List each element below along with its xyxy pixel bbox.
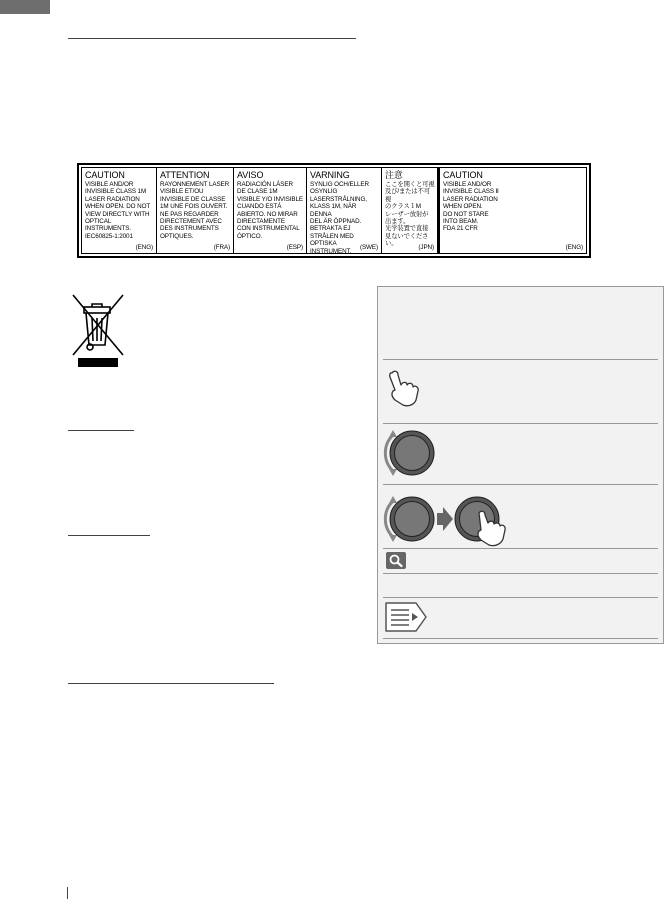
magnifier-icon xyxy=(386,552,406,569)
knob-turn-then-press-icon xyxy=(381,489,519,553)
rotary-knob-turn-icon xyxy=(381,424,439,482)
page-margin-mark xyxy=(67,887,68,899)
caution-label xyxy=(77,163,591,258)
page-corner-tab xyxy=(0,0,50,14)
panel-separator xyxy=(383,638,658,639)
label-col-swe: VARNING SYNLIG OCH/ELLER OSYNLIG LASERSTRÅLNING, KLASS 1M, NÄR DENNA DEL ÄR ÖPPNAD. BETRAKTA EJ STRÅLEN MED OPTISKA INSTRUMENT. (SWE) xyxy=(307,168,382,253)
label-col-jpn: 注意 ここを開くと可視 及び/または不可視 のクラス１M レーザー放射が 出ます。 光学装置で直接 見ないでください。 (JPN) xyxy=(382,168,438,253)
panel-separator xyxy=(383,573,658,574)
panel-separator xyxy=(383,359,658,360)
panel-separator xyxy=(383,597,658,598)
label-col-eng: CAUTION VISIBLE AND/OR INVISIBLE CLASS 1M LASER RADIATION WHEN OPEN. DO NOT VIEW DIRECTLY WITH OPTICAL INSTRUMENTS. IEC60825-1:2001 (ENG) xyxy=(82,168,157,253)
panel-separator xyxy=(383,484,658,485)
crossed-out-wheelie-bin-icon xyxy=(68,289,128,369)
symbols-panel xyxy=(377,286,664,644)
label-col-eng-fda: CAUTION VISIBLE AND/OR INVISIBLE CLASS Ⅱ LASER RADIATION WHEN OPEN. DO NOT STARE INTO BEAM. FDA 21 CFR (ENG) xyxy=(438,168,586,253)
document-reference-icon xyxy=(384,601,428,635)
label-col-fra: ATTENTION RAYONNEMENT LASER VISIBLE ET/OU INVISIBLE DE CLASSE 1M UNE FOIS OUVERT. NE PAS REGARDER DIRECTEMENT AVEC DES INSTRUMENTS OPTIQUES. (FRA) xyxy=(157,168,234,253)
section-rule-2 xyxy=(68,535,150,536)
section-rule-3 xyxy=(68,683,274,684)
section-rule-1 xyxy=(68,430,134,431)
label-col-esp: AVISO RADIACIÓN LÁSER DE CLASE 1M VISIBLE Y/O INVISIBLE CUANDO ESTÁ ABIERTO. NO MIRAR DIRECTAMENTE CON INSTRUMENTAL ÓPTICO. (ESP) xyxy=(234,168,307,253)
title-rule xyxy=(68,38,356,39)
finger-press-icon xyxy=(384,367,424,409)
